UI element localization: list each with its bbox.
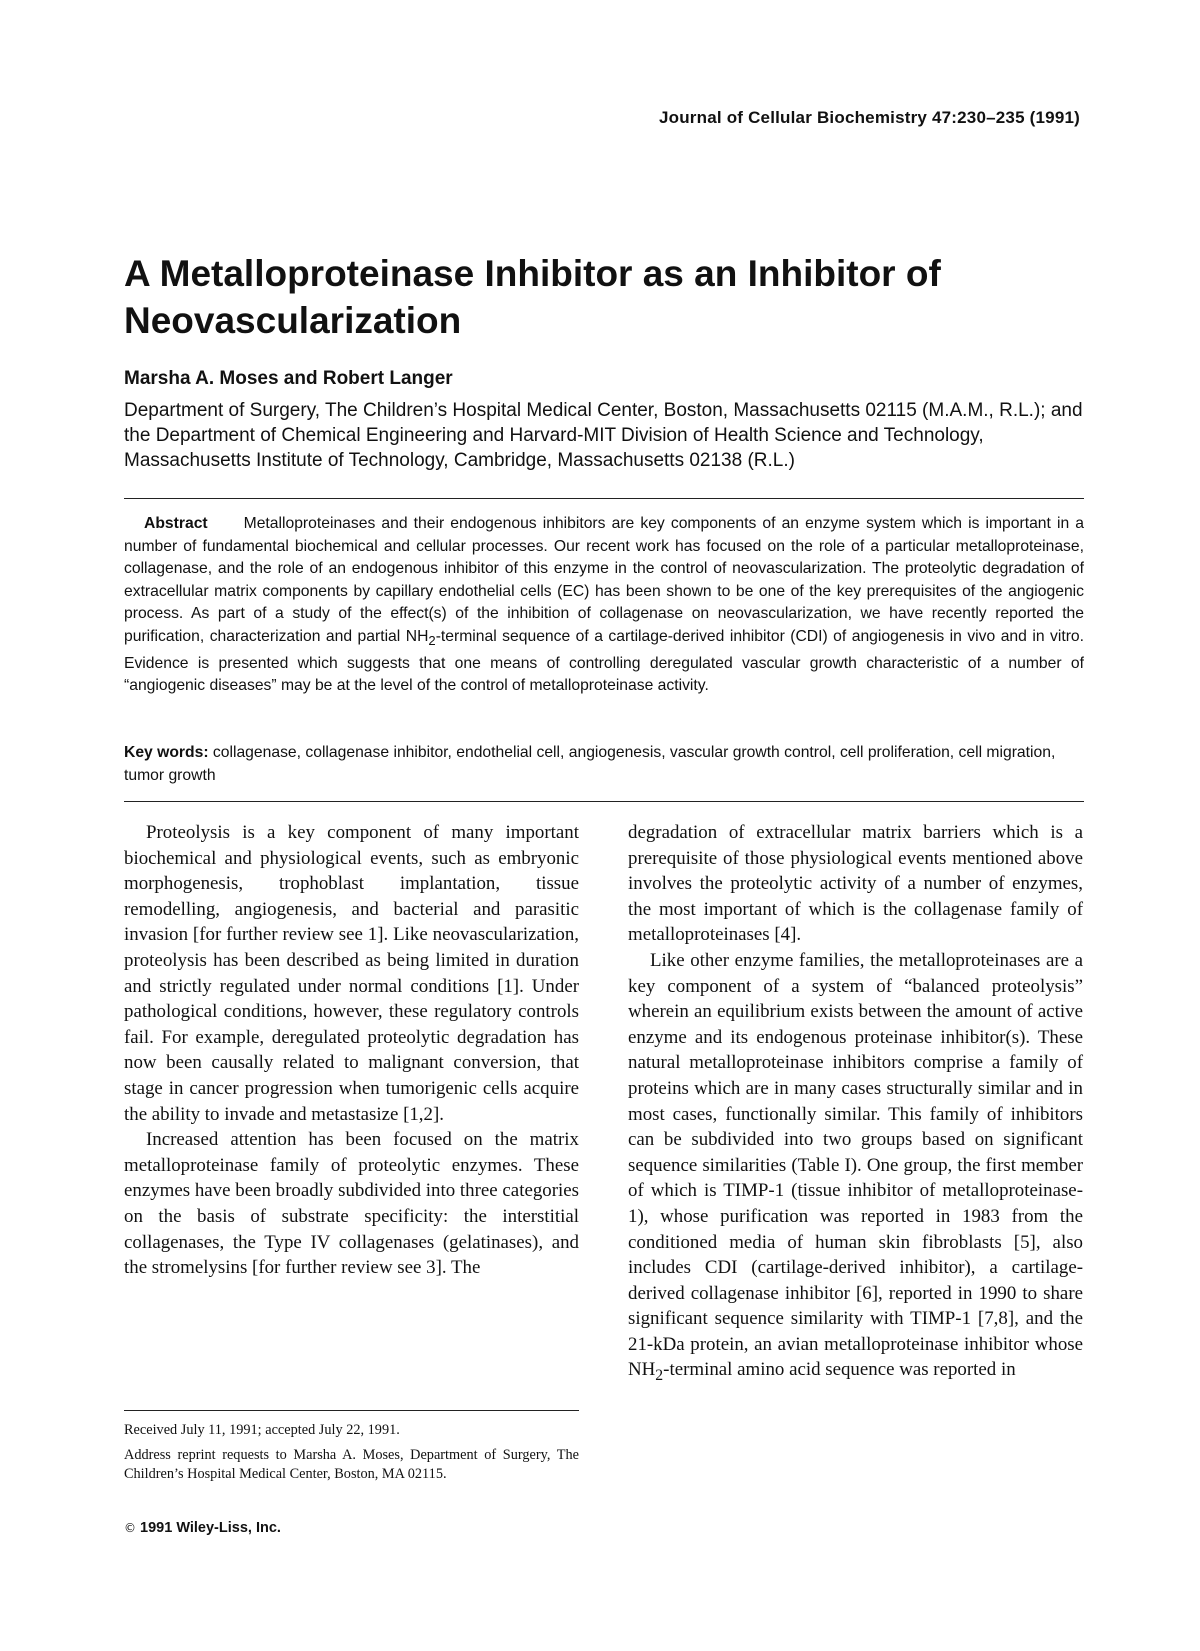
body-paragraph xyxy=(628,948,1083,1389)
abstract-nh2-subscript: 2 xyxy=(428,633,436,649)
abstract-label: Abstract xyxy=(144,515,208,532)
copyright-line xyxy=(124,1520,281,1536)
body-paragraph: degradation of extracellular matrix barriers which is a prerequisite of those physiological events mentioned above involves the proteolytic activity of a number of enzymes, the most important of which is the collagenase family of metalloproteinases [4]. xyxy=(628,822,1083,946)
body-text-part-1: Like other enzyme families, the metalloproteinases are a key component of a system of “balanced proteolysis” wherein an equilibrium exists between the amount of active enzyme and its endogenous proteinase inhibitor(s). These natural metalloproteinase inhibitors comprise a family of proteins which are in many cases structurally similar and in most cases, functionally similar. This family of inhibitors can be subdivided into two groups based on significant sequence similarities (Table I). One group, the first member of which is TIMP-1 (tissue inhibitor of metalloproteinase-1), whose purification was reported in 1983 from the conditioned media of human skin fibroblasts [5], also includes CDI (cartilage-derived inhibitor), a cartilage-derived collagenase inhibitor [6], reported in 1990 to share significant sequence similarity with TIMP-1 [7,8], and the 21-kDa protein, an avian metalloproteinase inhibitor whose xyxy=(628,949,1083,1355)
received-date-note: Received July 11, 1991; accepted July 22, 1991. xyxy=(124,1422,400,1438)
reprint-address-note: Address reprint requests to Marsha A. Moses, Department of Surgery, The Children’s Hospital Medical Center, Boston, MA 02115. xyxy=(124,1447,579,1482)
copyright-text: 1991 Wiley-Liss, Inc. xyxy=(140,1520,281,1536)
article-title: A Metalloproteinase Inhibitor as an Inhibitor of Neovascularization xyxy=(124,253,941,341)
keywords-text: collagenase, collagenase inhibitor, endothelial cell, angiogenesis, vascular growth control, cell proliferation, cell migration, tumor growth xyxy=(124,744,1056,784)
article-authors: Marsha A. Moses and Robert Langer xyxy=(124,368,453,389)
abstract xyxy=(124,513,1084,698)
abstract-bottom-rule xyxy=(124,801,1084,802)
abstract-nh2: NH xyxy=(405,627,429,645)
journal-citation: Journal of Cellular Biochemistry 47:230–235 (1991) xyxy=(658,108,1080,127)
abstract-top-rule xyxy=(124,498,1084,499)
body-text-part-2: -terminal amino acid sequence was reported in xyxy=(663,1359,1016,1381)
copyright-symbol: © xyxy=(124,1521,136,1535)
author-affiliation: Department of Surgery, The Children’s Hospital Medical Center, Boston, Massachusetts 02115 (M.A.M., R.L.); and the Department of Chemical Engineering and Harvard-MIT Division of Health Science and Technology, Massachusetts Institute of Technology, Cambridge, Massachusetts 02138 (R.L.) xyxy=(124,400,1083,471)
body-paragraph: Increased attention has been focused on the matrix metalloproteinase family of proteolytic enzymes. These enzymes have been broadly subdivided into three categories on the basis of substrate specificity: the interstitial collagenases, the Type IV collagenases (gelatinases), and the stromelysins [for further review see 3]. The xyxy=(124,1129,579,1279)
body-nh2: NH xyxy=(628,1359,656,1381)
keywords-label: Key words: xyxy=(124,744,209,761)
footnote-rule xyxy=(124,1410,579,1411)
footnotes xyxy=(124,1421,579,1490)
body-nh2-subscript: 2 xyxy=(655,1367,664,1385)
abstract-text-part-2: -terminal sequence of a cartilage-derived inhibitor (CDI) of angiogenesis in vivo and in vitro. Evidence is presented which suggests that one means of controlling deregulated vascular growth characteristic of a number of “angiogenic diseases” may be at the level of the control of metalloproteinase activity. xyxy=(124,627,1085,695)
abstract-text-part-1: Metalloproteinases and their endogenous inhibitors are key components of an enzyme system which is important in a number of fundamental biochemical and cellular processes. Our recent work has focused on the role of a particular metalloproteinase, collagenase, and the role of an endogenous inhibitor of this enzyme in the control of neovascularization. The proteolytic degradation of extracellular matrix components by capillary endothelial cells (EC) has been shown to be one of the key prerequisites of the angiogenic process. As part of a study of the effect(s) of the inhibition of collagenase on neovascularization, we have recently reported the purification, characterization and partial xyxy=(124,515,1084,645)
body-paragraph: Proteolysis is a key component of many important biochemical and physiological events, such as embryonic morphogenesis, trophoblast implantation, tissue remodelling, angiogenesis, and bacterial and parasitic invasion [for further review see 1]. Like neovascularization, proteolysis has been described as being limited in duration and strictly regulated under normal conditions [1]. Under pathological conditions, however, these regulatory controls fail. For example, deregulated proteolytic degradation has now been causally related to malignant conversion, that stage in cancer progression when tumorigenic cells acquire the ability to invade and metastasize [1,2]. xyxy=(124,822,579,1125)
body-column-left xyxy=(124,820,579,1281)
body-column-right xyxy=(628,820,1083,1389)
keywords xyxy=(124,741,1084,787)
